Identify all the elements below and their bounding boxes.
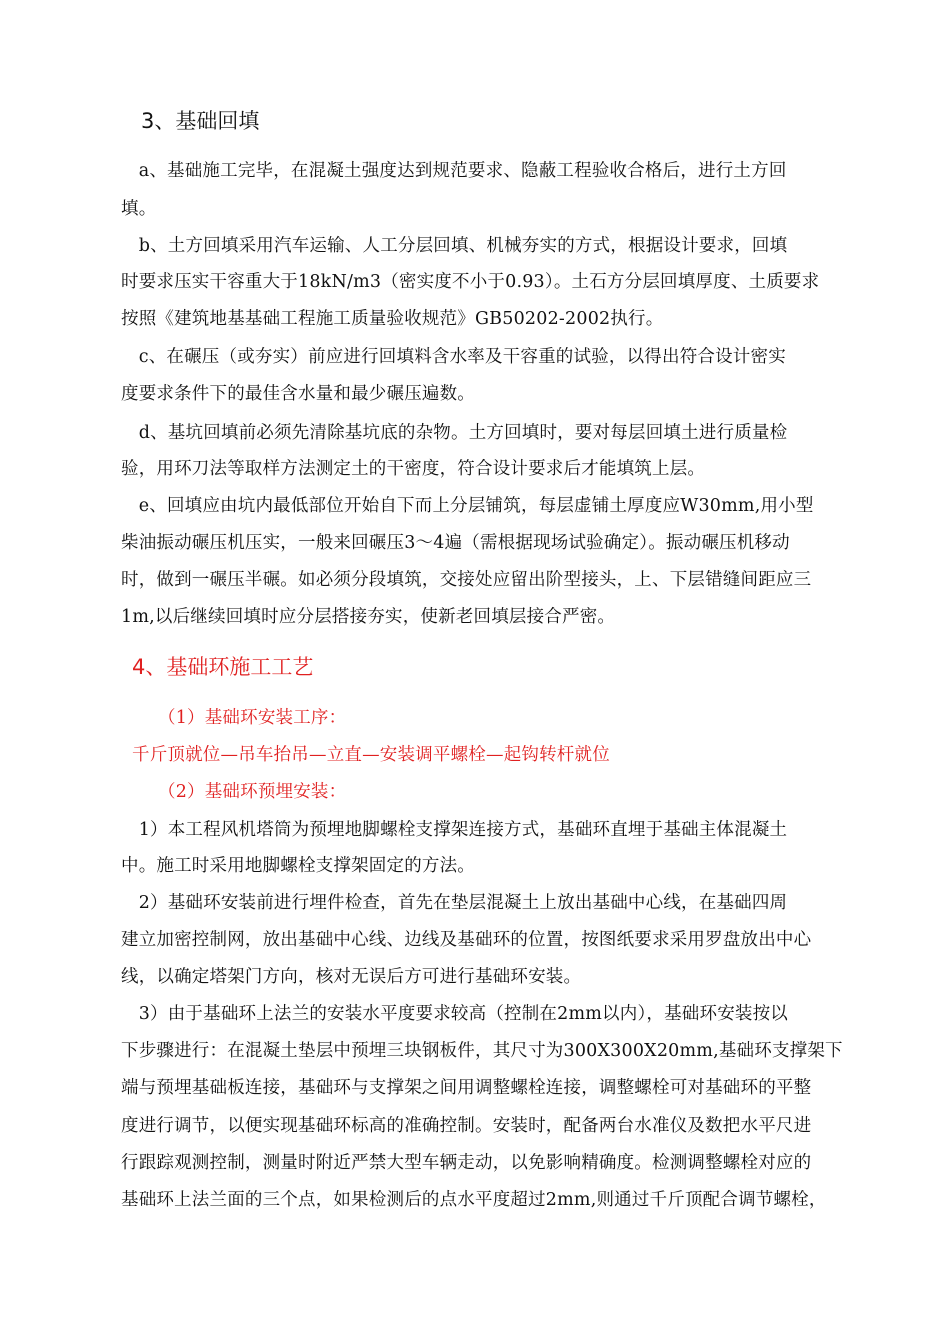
- paragraph-line: 度要求条件下的最佳含水量和最少碾压遍数。: [121, 384, 475, 404]
- subheading-embed-install: （2）基础环预埋安装：: [158, 782, 347, 802]
- paragraph-line: d、基坑回填前必须先清除基坑底的杂物。土方回填时，要对每层回填土进行质量检: [121, 423, 788, 443]
- paragraph-line: 度进行调节，以便实现基础环标高的准确控制。安装时，配备两台水准仪及数把水平尺进: [121, 1116, 812, 1136]
- paragraph-line: 2）基础环安装前进行埋件检查，首先在垫层混凝土上放出基础中心线，在基础四周: [121, 893, 788, 913]
- paragraph-line: 基础环上法兰面的三个点，如果检测后的点水平度超过2mm,则通过千斤顶配合调节螺栓，: [121, 1190, 827, 1210]
- paragraph-line: 端与预埋基础板连接，基础环与支撑架之间用调整螺栓连接，调整螺栓可对基础环的平整: [121, 1078, 812, 1098]
- paragraph-line: 中。施工时采用地脚螺栓支撑架固定的方法。: [121, 856, 475, 876]
- section-4-heading: 4、基础环施工工艺: [132, 655, 314, 679]
- section-3-heading: 3、基础回填: [141, 109, 260, 133]
- paragraph-line: 行跟踪观测控制，测量时附近严禁大型车辆走动，以免影响精确度。检测调整螺栓对应的: [121, 1153, 812, 1173]
- paragraph-line: 填。: [121, 199, 157, 219]
- paragraph-line: a、基础施工完毕，在混凝土强度达到规范要求、隐蔽工程验收合格后，进行土方回: [121, 161, 787, 181]
- subheading-install-procedure: （1）基础环安装工序：: [158, 708, 347, 728]
- paragraph-line: 建立加密控制网，放出基础中心线、边线及基础环的位置，按图纸要求采用罗盘放出中心: [121, 930, 812, 950]
- paragraph-line: 下步骤进行：在混凝土垫层中预埋三块钢板件，其尺寸为300X300X20mm,基础环支撑架下: [121, 1041, 843, 1061]
- paragraph-line: b、土方回填采用汽车运输、人工分层回填、机械夯实的方式，根据设计要求，回填: [121, 236, 788, 256]
- paragraph-line: 时要求压实干容重大于18kN/m3（密实度不小于0.93）。土石方分层回填厚度、土质要求: [121, 272, 820, 292]
- paragraph-line: 线，以确定塔架门方向，核对无误后方可进行基础环安装。: [121, 967, 582, 987]
- paragraph-line: 1m,以后继续回填时应分层搭接夯实，使新老回填层接合严密。: [121, 607, 616, 627]
- paragraph-line: 验，用环刀法等取样方法测定土的干密度，符合设计要求后才能填筑上层。: [121, 459, 706, 479]
- paragraph-line: c、在碾压（或夯实）前应进行回填料含水率及干容重的试验，以得出符合设计密实: [121, 347, 786, 367]
- paragraph-line: 柴油振动碾压机压实，一般来回碾压3〜4遍（需根据现场试验确定）。振动碾压机移动: [121, 533, 790, 553]
- paragraph-line: e、回填应由坑内最低部位开始自下而上分层铺筑，每层虚铺土厚度应W30mm,用小型: [121, 496, 814, 516]
- paragraph-line: 1）本工程风机塔筒为预埋地脚螺栓支撑架连接方式，基础环直埋于基础主体混凝土: [121, 820, 788, 840]
- paragraph-line: 时，做到一碾压半碾。如必须分段填筑，交接处应留出阶型接头，上、下层错缝间距应三: [121, 570, 812, 590]
- paragraph-line: 3）由于基础环上法兰的安装水平度要求较高（控制在2mm以内），基础环安装按以: [121, 1004, 789, 1024]
- install-process-flow: 千斤顶就位—吊车抬吊—立直—安装调平螺栓—起钩转杆就位: [132, 745, 610, 765]
- paragraph-line: 按照《建筑地基基础工程施工质量验收规范》GB50202-2002执行。: [121, 309, 664, 329]
